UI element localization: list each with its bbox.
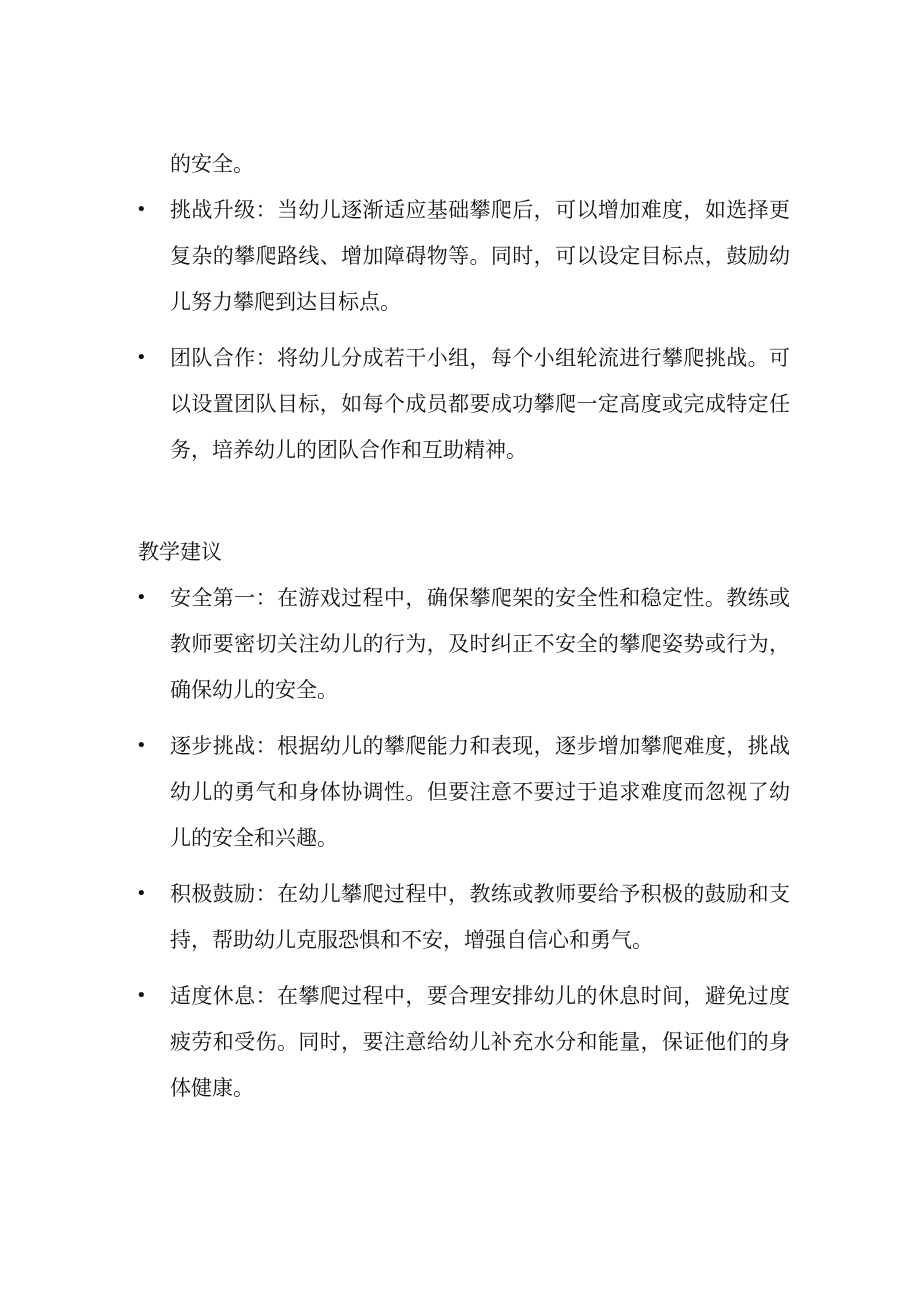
bullet-icon: •: [136, 347, 147, 368]
bullet-icon: •: [136, 883, 147, 904]
list-item: [136, 187, 790, 325]
list-item-text: 适度休息：在攀爬过程中，要合理安排幼儿的休息时间，避免过度疲劳和受伤。同时，要注意给幼儿补充水分和能量，保证他们的身体健康。: [170, 984, 790, 1100]
bullet-icon: •: [136, 587, 147, 608]
list-item: [136, 973, 790, 1111]
bullet-icon: •: [136, 985, 147, 1006]
list-item-text: 团队合作：将幼儿分成若干小组，每个小组轮流进行攀爬挑战。可以设置团队目标，如每个成员都要成功攀爬一定高度或完成特定任务，培养幼儿的团队合作和互助精神。: [170, 346, 790, 462]
activity-list: [136, 187, 790, 483]
list-item-text: 逐步挑战：根据幼儿的攀爬能力和表现，逐步增加攀爬难度，挑战幼儿的勇气和身体协调性。但要注意不要过于追求难度而忽视了幼儿的安全和兴趣。: [170, 734, 790, 850]
teaching-suggestions-list: [136, 575, 790, 1121]
continuation-paragraph: 的安全。: [170, 152, 254, 176]
list-item-text: 积极鼓励：在幼儿攀爬过程中，教练或教师要给予积极的鼓励和支持，帮助幼儿克服恐惧和不安，增强自信心和勇气。: [170, 882, 790, 952]
list-item: [136, 335, 790, 473]
list-item: [136, 871, 790, 963]
bullet-icon: •: [136, 199, 147, 220]
list-item: [136, 723, 790, 861]
list-item-text: 安全第一：在游戏过程中，确保攀爬架的安全性和稳定性。教练或教师要密切关注幼儿的行为，及时纠正不安全的攀爬姿势或行为，确保幼儿的安全。: [170, 586, 790, 702]
list-item-text: 挑战升级：当幼儿逐渐适应基础攀爬后，可以增加难度，如选择更复杂的攀爬路线、增加障碍物等。同时，可以设定目标点，鼓励幼儿努力攀爬到达目标点。: [170, 198, 790, 314]
section-heading: 教学建议: [138, 540, 222, 564]
list-item: [136, 575, 790, 713]
bullet-icon: •: [136, 735, 147, 756]
